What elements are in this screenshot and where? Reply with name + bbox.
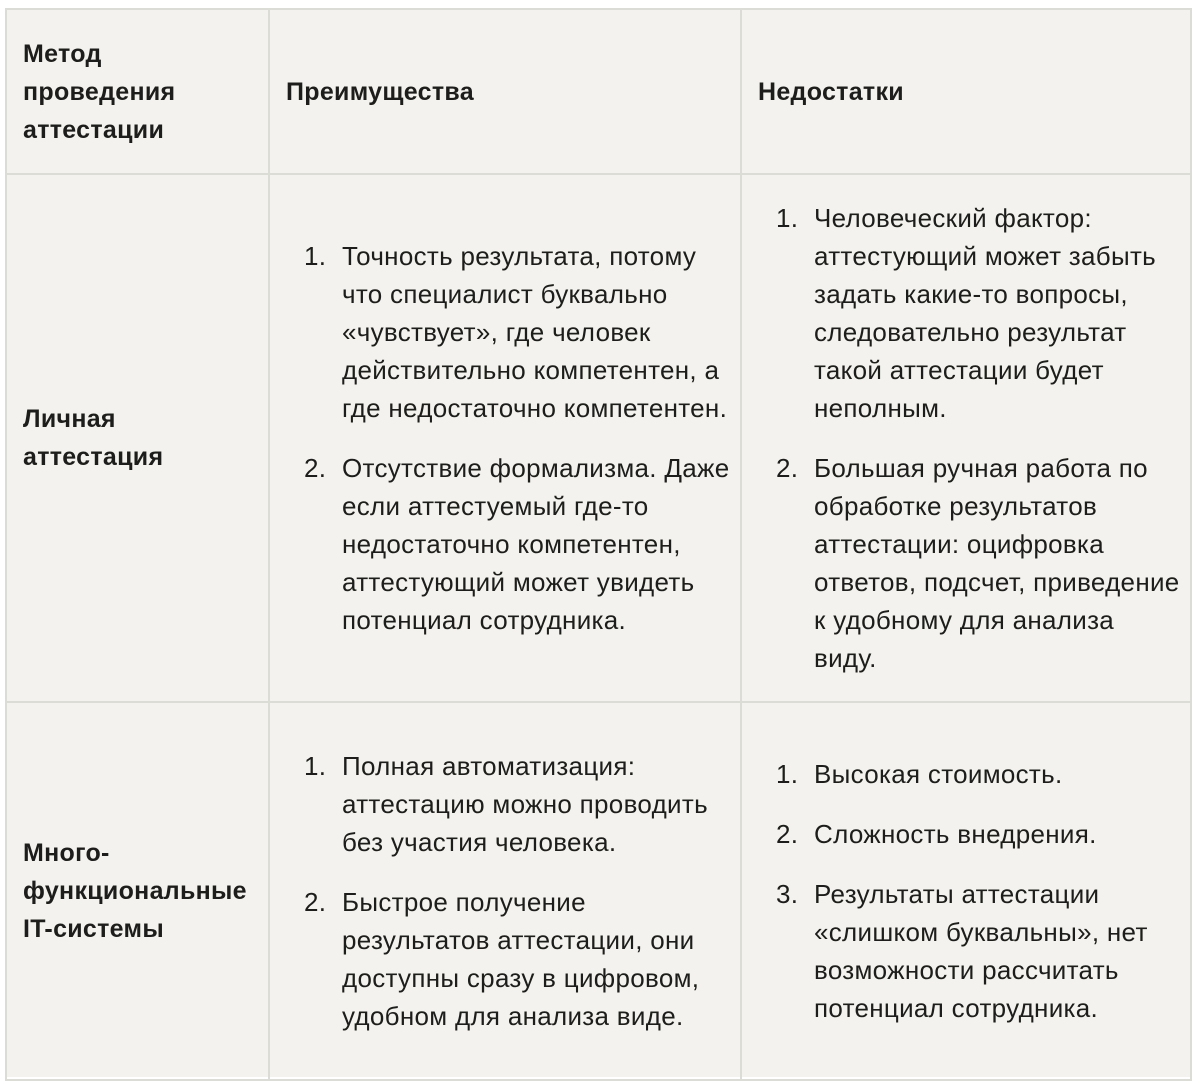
advantages-list: [286, 237, 730, 639]
method-name: Личная аттестация: [23, 405, 164, 471]
disadvantages-list: [758, 755, 1180, 1027]
advantages-list: [286, 747, 730, 1035]
list-item-text: Быстрое получение результатов аттестации, они доступны сразу в цифровом, удобном для анализа виде.: [342, 887, 700, 1031]
list-item: [286, 747, 730, 861]
comparison-table-container: [5, 8, 1190, 1077]
list-item-text: Большая ручная работа по обработке результатов аттестации: оцифровка ответов, подсчет, приведение к удобному для анализа виду.: [814, 453, 1180, 673]
list-item-number: 3.: [776, 879, 799, 909]
list-item-number: 1.: [304, 751, 327, 781]
advantages-cell: [269, 702, 741, 1080]
list-item-number: 2.: [304, 453, 327, 483]
table-row: [6, 174, 1191, 702]
header-cell-disadvantages: [741, 9, 1191, 174]
list-item-text: Человеческий фактор: аттестующий может забыть задать какие-то вопросы, следовательно результат такой аттестации будет неполным.: [814, 203, 1157, 423]
advantages-cell: [269, 174, 741, 702]
header-cell-method: [6, 9, 269, 174]
list-item-number: 1.: [776, 203, 799, 233]
list-item: [758, 755, 1180, 793]
list-item-number: 2.: [776, 819, 799, 849]
list-item-text: Полная автоматизация: аттестацию можно проводить без участия человека.: [342, 751, 708, 857]
list-item-number: 1.: [304, 241, 327, 271]
list-item: [758, 199, 1180, 427]
method-name: Много-функциональные IT-системы: [23, 839, 247, 943]
disadvantages-cell: [741, 702, 1191, 1080]
comparison-table: [5, 8, 1192, 1081]
list-item-text: Сложность внедрения.: [814, 819, 1097, 849]
list-item: [286, 883, 730, 1035]
list-item-text: Точность результата, потому что специалист буквально «чувствует», где человек действительно компетентен, а где недостаточно компетентен.: [342, 241, 728, 423]
header-method-text: Метод проведения аттестации: [23, 39, 176, 144]
list-item: [758, 815, 1180, 853]
list-item: [758, 875, 1180, 1027]
list-item: [758, 449, 1180, 677]
list-item: [286, 449, 730, 639]
disadvantages-list: [758, 199, 1180, 677]
header-advantages-text: Преимущества: [286, 77, 474, 106]
header-cell-advantages: [269, 9, 741, 174]
header-disadvantages-text: Недостатки: [758, 77, 904, 106]
list-item-text: Высокая стоимость.: [814, 759, 1063, 789]
list-item: [286, 237, 730, 427]
list-item-text: Результаты аттестации «слишком буквальны», нет возможности рассчитать потенциал сотрудника.: [814, 879, 1148, 1023]
list-item-number: 1.: [776, 759, 799, 789]
list-item-number: 2.: [776, 453, 799, 483]
table-header-row: [6, 9, 1191, 174]
table-row: [6, 702, 1191, 1080]
method-cell: [6, 174, 269, 702]
list-item-text: Отсутствие формализма. Даже если аттестуемый где-то недостаточно компетентен, аттестующий может увидеть потенциал сотрудника.: [342, 453, 730, 635]
method-cell: [6, 702, 269, 1080]
disadvantages-cell: [741, 174, 1191, 702]
list-item-number: 2.: [304, 887, 327, 917]
